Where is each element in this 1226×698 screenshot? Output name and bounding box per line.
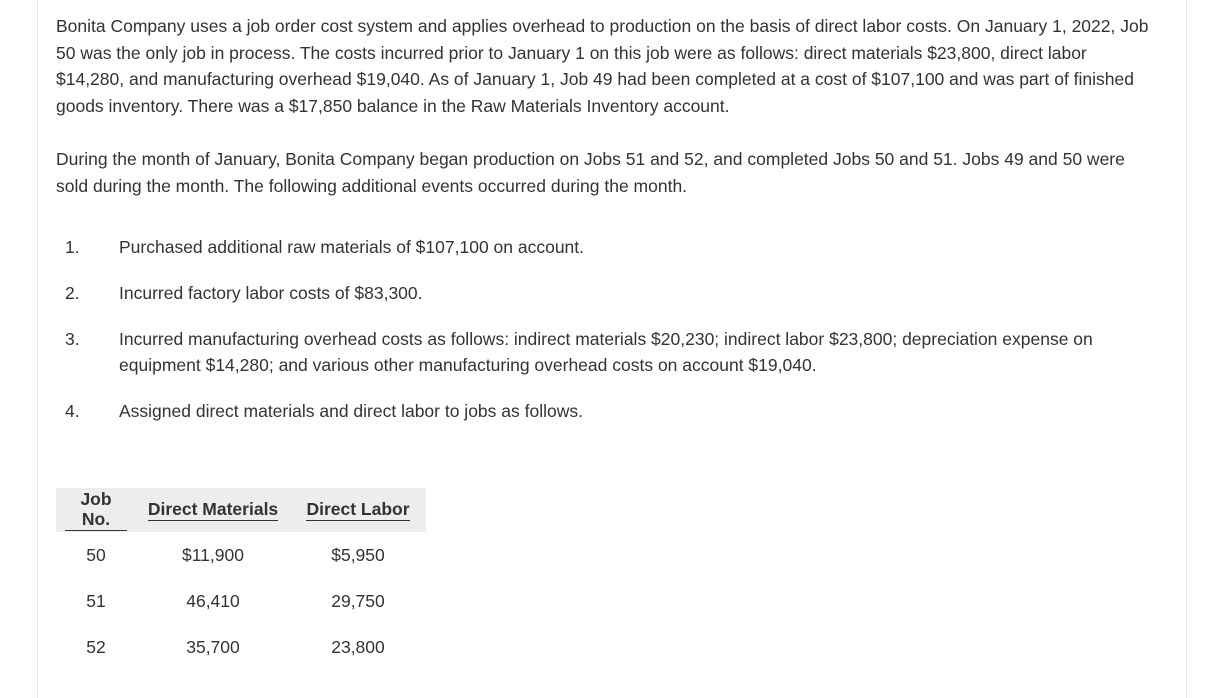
column-header-job-no: Job No. — [56, 488, 136, 532]
direct-materials-cell: $11,900 — [182, 544, 244, 565]
direct-materials-cell: 46,410 — [186, 590, 240, 611]
column-header-direct-labor: Direct Labor — [290, 488, 426, 532]
table-row — [56, 624, 426, 670]
list-item — [56, 398, 1166, 424]
problem-events-paragraph: During the month of January, Bonita Company began production on Jobs 51 and 52, and completed Jobs 50 and 51. Jobs 49 and 50 were sold during the month. The following additional events occurred during the month. — [56, 149, 1125, 196]
table-row — [56, 532, 426, 578]
list-item-text: Incurred manufacturing overhead costs as follows: indirect materials $20,230; indirect labor $23,800; depreciation expense on equipment $14,280; and various other manufacturing overhead costs on account $19,040. — [119, 329, 1093, 375]
column-header-direct-materials: Direct Materials — [136, 488, 290, 532]
direct-labor-cell: 29,750 — [331, 590, 385, 611]
list-item — [56, 280, 1166, 306]
list-item — [56, 326, 1166, 378]
direct-materials-cell: 35,700 — [186, 636, 240, 657]
list-item-number: 4. — [65, 401, 80, 421]
list-item-number: 1. — [65, 237, 80, 257]
list-item-text: Incurred factory labor costs of $83,300. — [119, 283, 423, 303]
job-number-cell: 50 — [86, 544, 106, 565]
list-item — [56, 234, 1166, 260]
table-header-row — [56, 488, 426, 532]
job-number-cell: 52 — [86, 636, 106, 657]
job-number-cell: 51 — [86, 590, 106, 611]
table-row — [56, 578, 426, 624]
list-item-text: Assigned direct materials and direct labor to jobs as follows. — [119, 401, 583, 421]
list-item-number: 2. — [65, 283, 80, 303]
job-costs-table — [56, 488, 426, 670]
list-item-text: Purchased additional raw materials of $107,100 on account. — [119, 237, 585, 257]
direct-labor-cell: 23,800 — [331, 636, 385, 657]
list-item-number: 3. — [65, 329, 80, 349]
direct-labor-cell: $5,950 — [331, 544, 385, 565]
events-list — [56, 234, 1166, 444]
problem-intro-paragraph: Bonita Company uses a job order cost system and applies overhead to production on the basis of direct labor costs. On January 1, 2022, Job 50 was the only job in process. The costs incurred prior to January 1 on this job were as follows: direct materials $23,800, direct labor $14,280, and manufacturing overhead $19,040. As of January 1, Job 49 had been completed at a cost of $107,100 and was part of finished goods inventory. There was a $17,850 balance in the Raw Materials Inventory account. — [56, 16, 1149, 116]
